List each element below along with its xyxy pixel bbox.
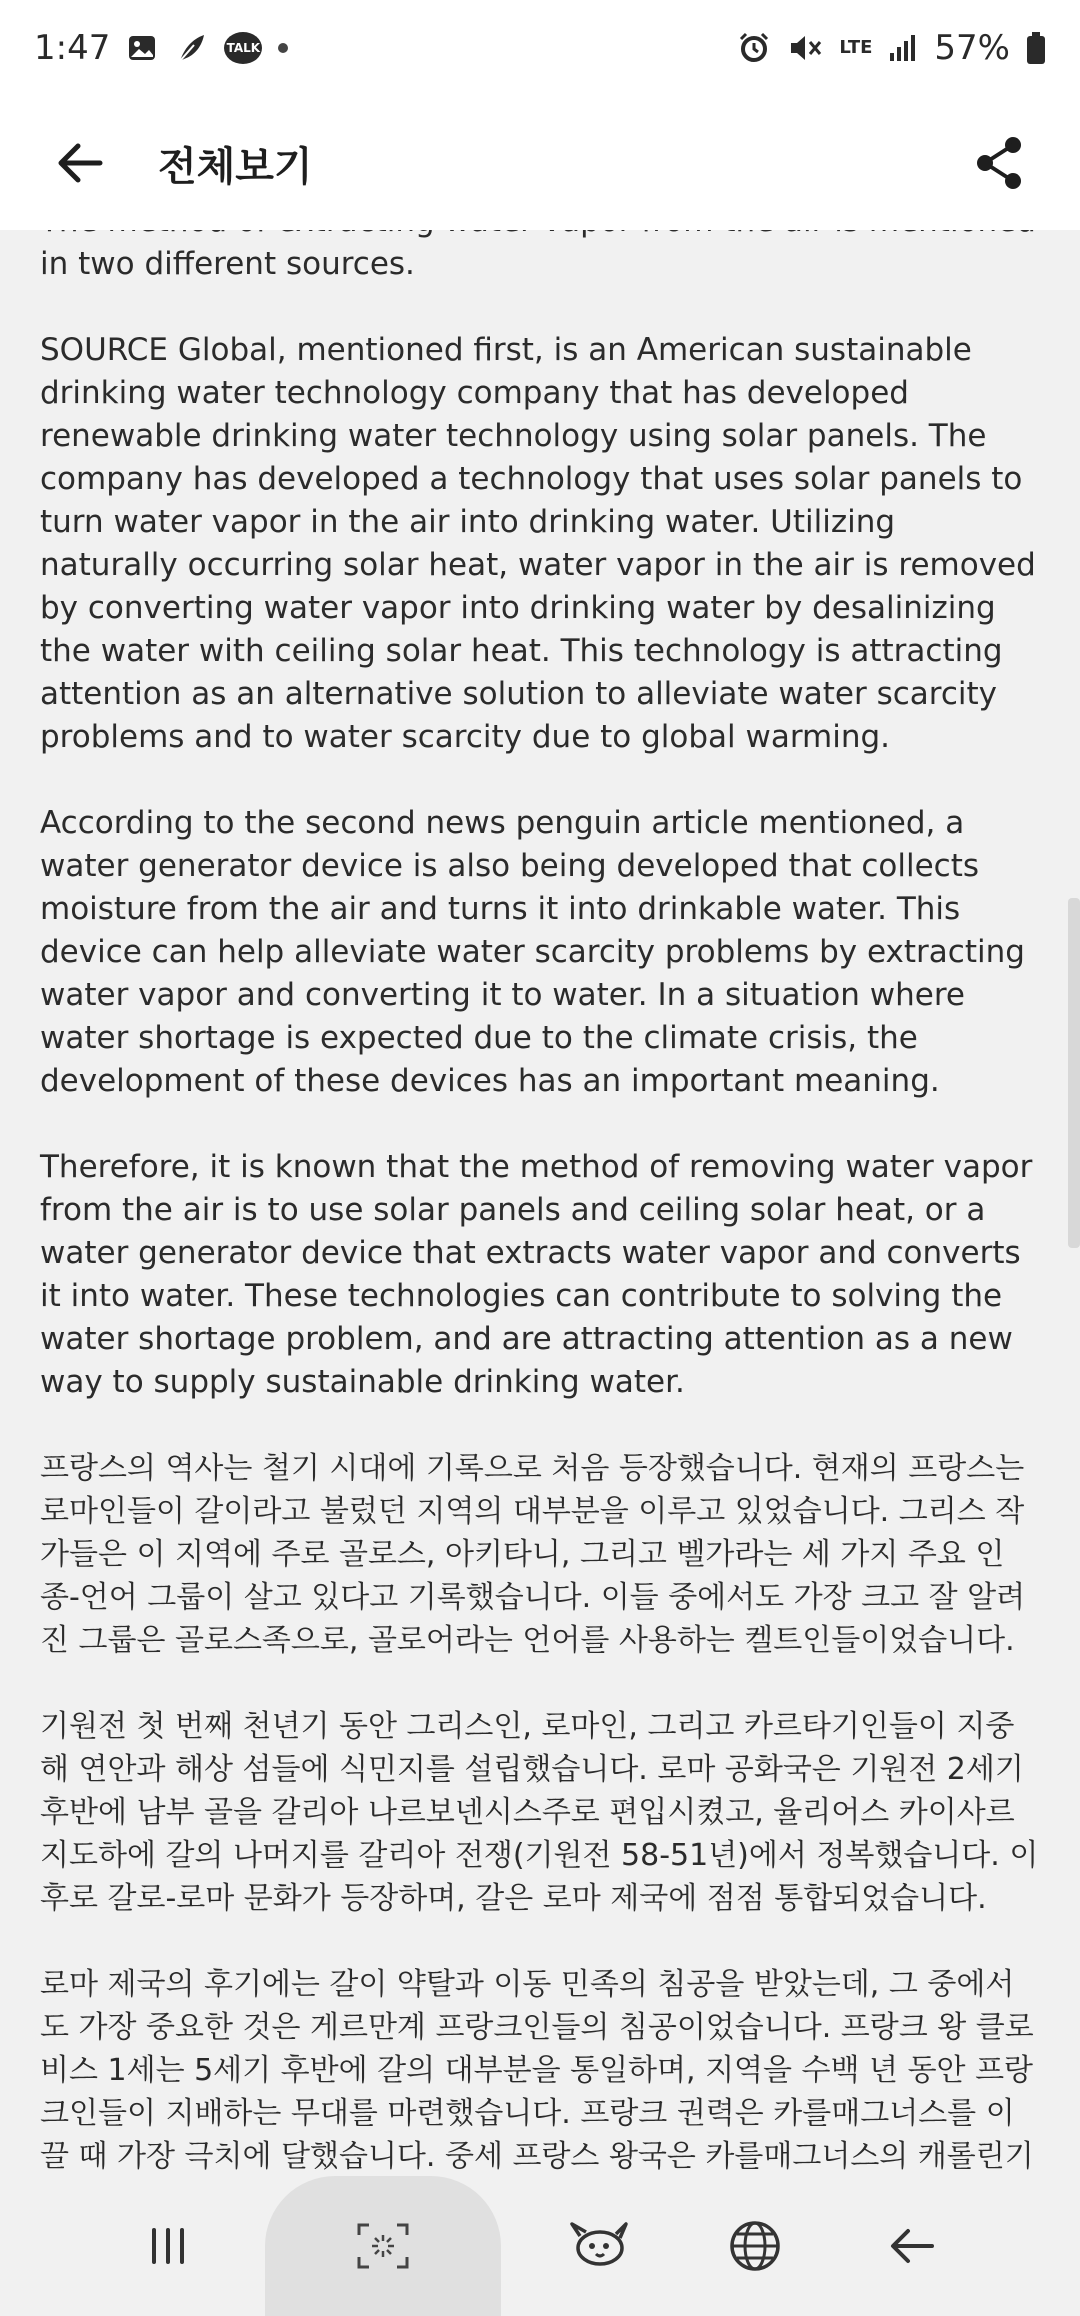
lte-icon [839, 37, 873, 58]
app-bar [0, 96, 1080, 230]
arrow-left-icon [54, 137, 106, 189]
signal-icon [888, 33, 918, 63]
capture-icon [355, 2221, 411, 2271]
back-button[interactable] [40, 123, 120, 203]
home-button[interactable] [265, 2176, 501, 2316]
browser-button[interactable] [695, 2186, 815, 2306]
article-scroll-area[interactable] [0, 230, 1080, 2176]
article-paragraph: 기원전 첫 번째 천년기 동안 그리스인, 로마인, 그리고 카르타기인들이 지중해 연안과 해상 섬들에 식민지를 설립했습니다. 로마 공화국은 기원전 2세기 후반에 남부 골을 갈리아 나르보넨시스주로 편입시켰고, 율리어스 카이사르 지도하에 갈의 나머지를 갈리아 전쟁(기원전 58-51년)에서 정복했습니다. 이후로 갈로-로마 문화가 등장하며, 갈은 로마 제국에 점점 통합되었습니다. [40, 1709, 1039, 1916]
article-paragraph: SOURCE Global, mentioned first, is an American sustainable drinking water technology company that has developed renewable drinking water technology using solar panels. The company has developed a technology that uses solar panels to turn water vapor in the air into drinking water. Utilizing naturally occurring solar heat, water vapor in the air is removed by converting water vapor into drinking water by desalinizing the water with ceiling solar heat. This technology is attracting attention as an alternative solution to alleviate water scarcity problems and to water scarcity due to global warming. [40, 332, 1036, 755]
recent-apps-icon [146, 2224, 190, 2268]
article-paragraph: According to the second news penguin article mentioned, a water generator device is also being developed that collects moisture from the air and turns it into drinkable water. This device can help alleviate water scarcity problems by extracting water vapor and converting it to water. In a situation where water shortage is expected due to the climate crisis, the development of these devices has an important meaning. [40, 805, 1025, 1099]
status-bar [0, 0, 1080, 96]
article-paragraph: in two different sources. [40, 246, 415, 282]
notification-dot-icon [278, 43, 288, 53]
scrollbar-thumb[interactable] [1068, 898, 1080, 1248]
article-paragraph: Therefore, it is known that the method of removing water vapor from the air is to use solar panels and ceiling solar heat, or a water generator device that extracts water vapor and converts it into water. These technologies can contribute to solving the water shortage problem, and are attracting attention as a new way to supply sustainable drinking water. [40, 1149, 1033, 1400]
article-paragraph: 로마 제국의 후기에는 갈이 약탈과 이동 민족의 침공을 받았는데, 그 중에서도 가장 중요한 것은 게르만계 프랑크인들의 침공이었습니다. 프랑크 왕 클로비스 1세는 5세기 후반에 갈의 대부분을 통일하며, 지역을 수백 년 동안 프랑크인들이 지배하는 무대를 마련했습니다. 프랑크 권력은 카를매그너스를 이끌 때 가장 극치에 달했습니다. 중세 프랑스 왕국은 카를매그너스의 캐롤린기 [40, 1967, 1034, 2174]
share-icon [975, 135, 1025, 191]
gallery-icon [126, 32, 158, 64]
article-paragraph: 프랑스의 역사는 철기 시대에 기록으로 처음 등장했습니다. 현재의 프랑스는 로마인들이 갈이라고 불렀던 지역의 대부분을 이루고 있었습니다. 그리스 작가들은 이 지역에 주로 골로스, 아키타니, 그리고 벨가라는 세 가지 주요 인종-언어 그룹이 살고 있다고 기록했습니다. 이들 중에서도 가장 크고 잘 알려진 그룹은 골로스족으로, 골로어라는 언어를 사용하는 켈트인들이었습니다. [40, 1451, 1026, 1658]
battery-percent: 57% [934, 28, 1010, 68]
mute-icon [787, 31, 823, 65]
feather-icon [174, 31, 208, 65]
alarm-icon [737, 31, 771, 65]
nav-back-button[interactable] [852, 2186, 972, 2306]
recent-apps-button[interactable] [108, 2186, 228, 2306]
status-time: 1:47 [34, 28, 111, 68]
article-body [40, 200, 1040, 2307]
status-left [34, 28, 288, 68]
assistant-button[interactable] [538, 2186, 658, 2306]
lte-label: LTE [839, 37, 873, 58]
kakaotalk-icon: TALK [224, 32, 262, 64]
navigation-bar [0, 2176, 1080, 2316]
status-right [737, 28, 1046, 68]
page-title: 전체보기 [158, 143, 313, 190]
back-arrow-icon [888, 2226, 936, 2266]
battery-icon [1026, 31, 1046, 65]
share-button[interactable] [960, 123, 1040, 203]
globe-icon [728, 2219, 782, 2273]
mascot-icon [562, 2218, 634, 2274]
